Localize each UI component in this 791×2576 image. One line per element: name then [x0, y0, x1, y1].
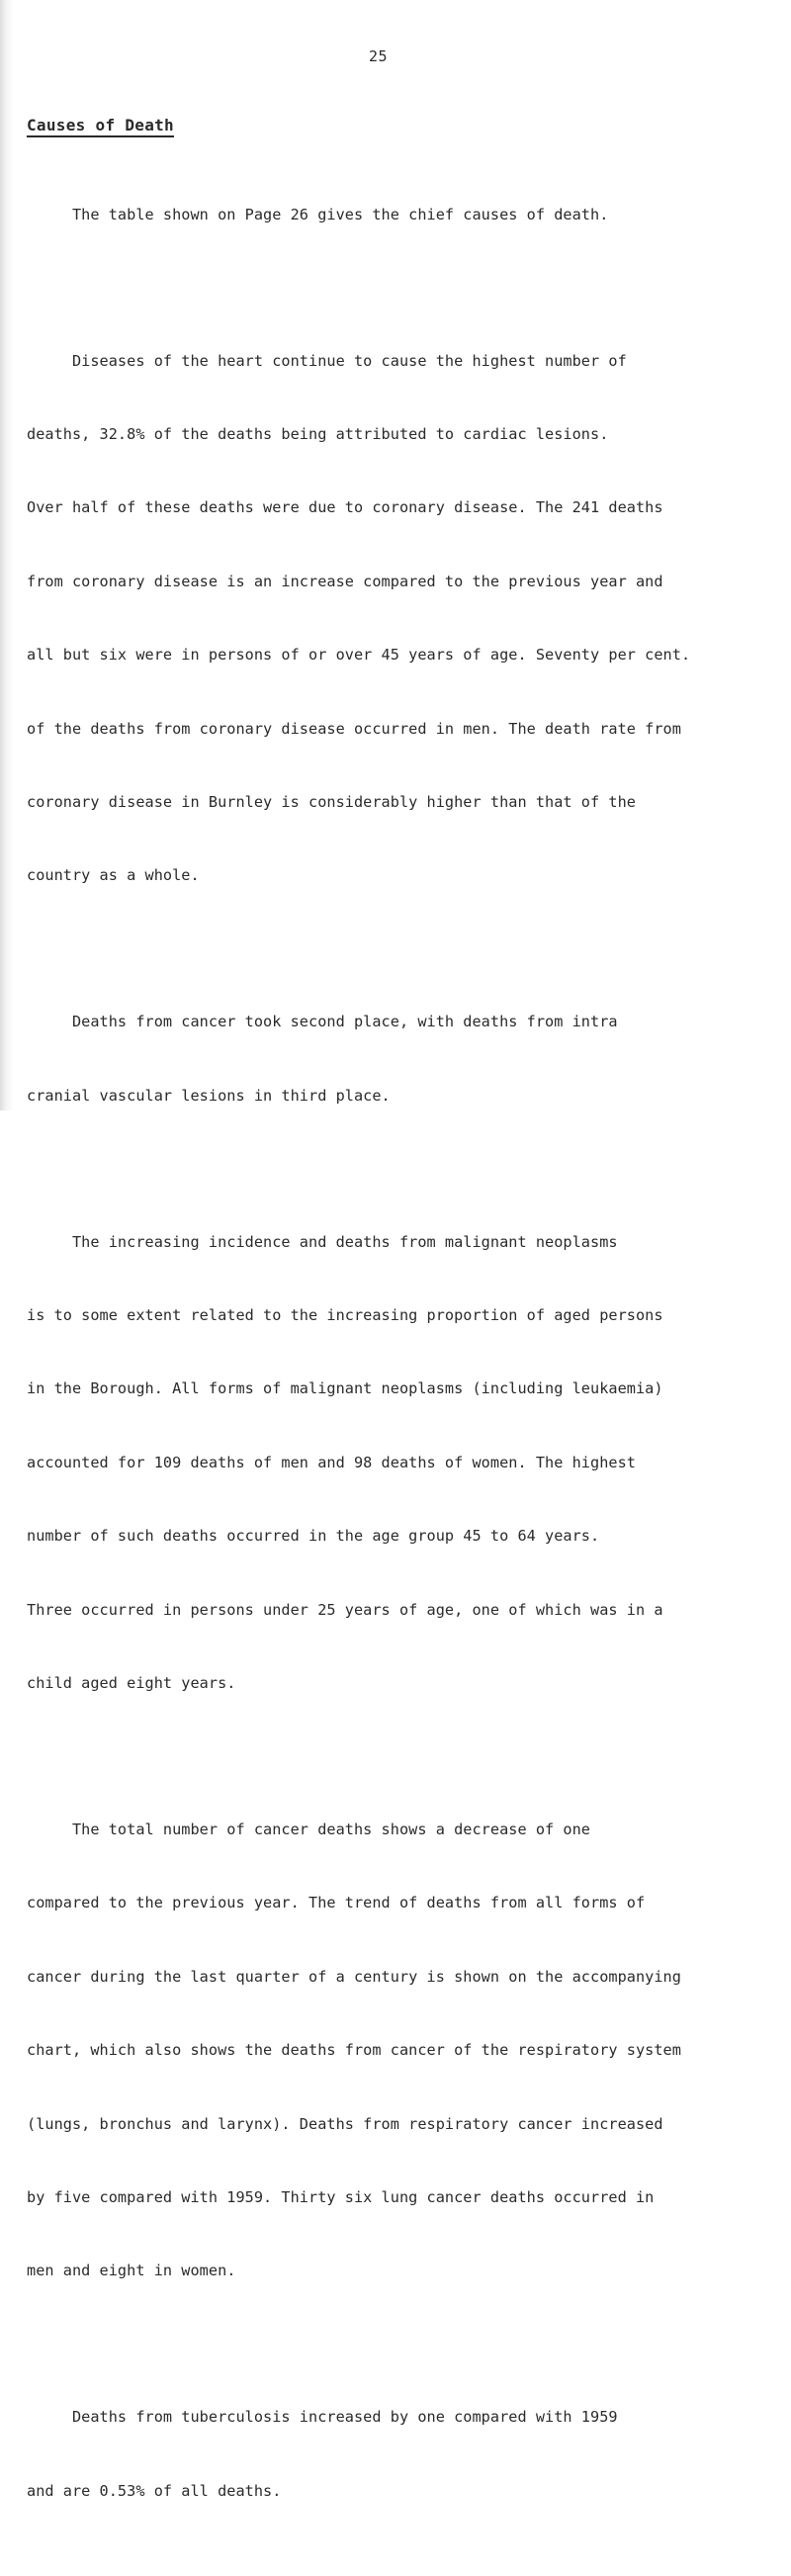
text-line: Deaths from cancer took second place, with deaths from intra	[27, 1013, 618, 1031]
text-line: of the deaths from coronary disease occurred in men. The death rate from	[27, 719, 681, 738]
text-line: by five compared with 1959. Thirty six lung cancer deaths occurred in	[27, 2187, 655, 2206]
text-line: cancer during the last quarter of a century is shown on the accompanying	[27, 1967, 681, 1986]
paragraph-chief-causes	[27, 153, 778, 276]
text-line: Deaths from tuberculosis increased by one compared with 1959	[27, 2408, 618, 2427]
text-line: child aged eight years.	[27, 1674, 236, 1693]
text-line: Three occurred in persons under 25 years of age, one of which was in a	[27, 1600, 663, 1619]
text-line: accounted for 109 deaths of men and 98 deaths of women. The highest	[27, 1453, 636, 1471]
paragraph-tuberculosis	[27, 2356, 778, 2552]
text-line: chart, which also shows the deaths from cancer of the respiratory system	[27, 2041, 681, 2060]
text-line: coronary disease in Burnley is considerably higher than that of the	[27, 792, 636, 811]
page-number: 25	[369, 47, 389, 65]
text-line: (lungs, bronchus and larynx). Deaths from respiratory cancer increased	[27, 2114, 663, 2133]
text-line: in the Borough. All forms of malignant neoplasms (including leukaemia)	[27, 1379, 663, 1398]
body-text	[27, 153, 778, 2576]
text-line: men and eight in women.	[27, 2262, 236, 2280]
text-line: Diseases of the heart continue to cause the highest number of	[27, 351, 627, 370]
text-line: all but six were in persons of or over 45 years of age. Seventy per cent.	[27, 646, 691, 665]
text-line: The total number of cancer deaths shows a decrease of one	[27, 1821, 591, 1838]
text-line: country as a whole.	[27, 866, 200, 885]
paragraph-cancer-second	[27, 961, 778, 1157]
text-line: cranial vascular lesions in third place.	[27, 1086, 391, 1105]
text-line: is to some extent related to the increasing proportion of aged persons	[27, 1306, 663, 1325]
paragraph-malignant-neoplasms	[27, 1181, 778, 1744]
text-line: deaths, 32.8% of the deaths being attributed to cardiac lesions.	[27, 424, 609, 443]
text-line: Over half of these deaths were due to coronary disease. The 241 deaths	[27, 498, 663, 517]
text-line: The increasing incidence and deaths from malignant neoplasms	[27, 1232, 618, 1251]
text-line: and are 0.53% of all deaths.	[27, 2481, 282, 2500]
text-line: number of such deaths occurred in the age group 45 to 64 years.	[27, 1527, 600, 1546]
section-title: Causes of Death	[27, 116, 174, 137]
text-line: The table shown on Page 26 gives the chief causes of death.	[27, 205, 609, 223]
paragraph-cancer-trend	[27, 1768, 778, 2332]
text-line: from coronary disease is an increase compared to the previous year and	[27, 572, 663, 590]
text-line: compared to the previous year. The trend of deaths from all forms of	[27, 1894, 646, 1912]
paragraph-heart-disease	[27, 300, 778, 937]
